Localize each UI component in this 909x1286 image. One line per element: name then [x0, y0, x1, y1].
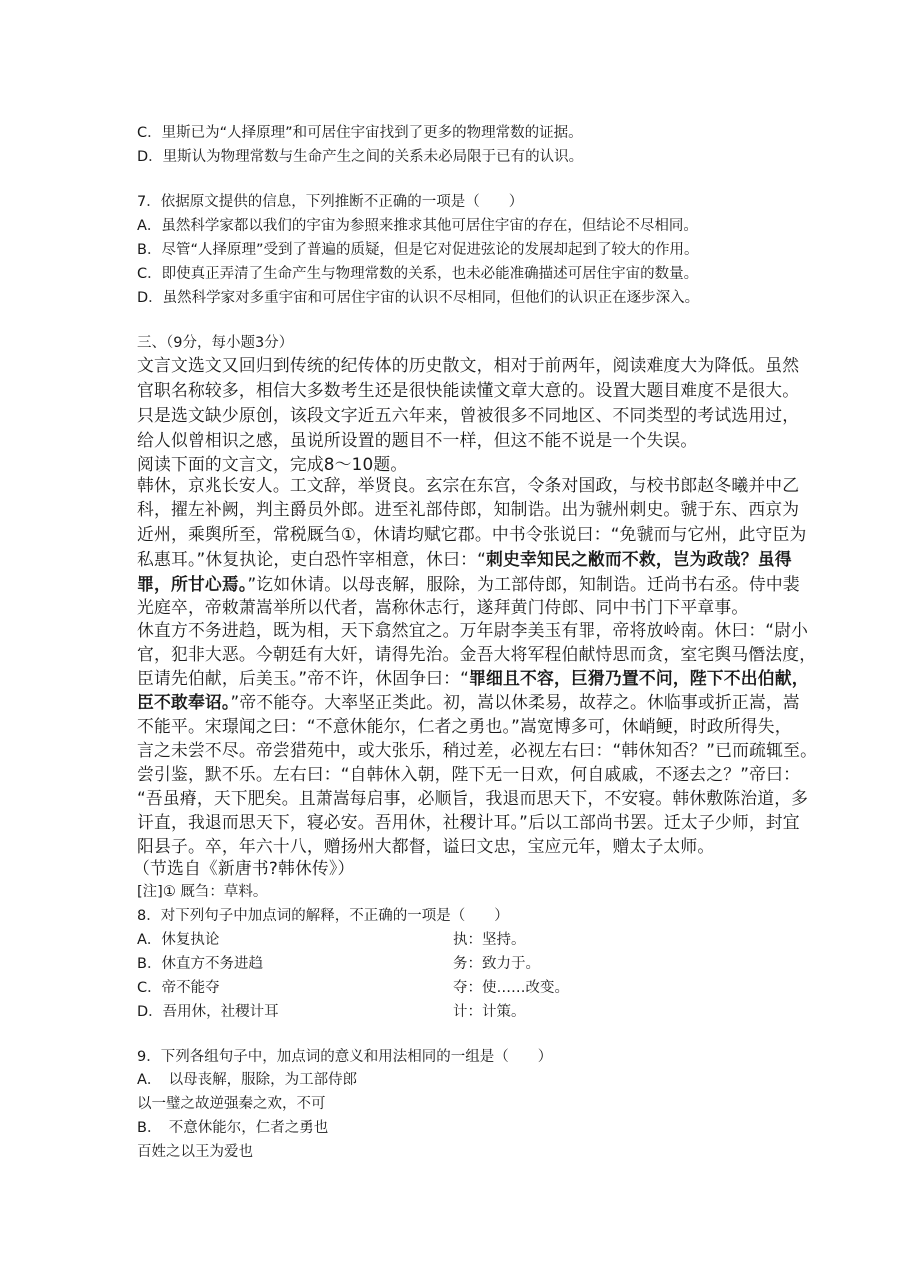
q8-option-gloss: 夺：使……改变。	[453, 980, 569, 996]
q8-option-gloss: 务：致力于。	[453, 956, 540, 972]
q8-option-a	[137, 928, 526, 949]
passage-line: 阳县子。卒，年六十八，赠扬州大都督，谥曰文忠，宝应元年，赠太子太师。	[137, 836, 715, 856]
q9-option-b-line1: B． 不意休能尔，仁者之勇也	[137, 1120, 329, 1136]
q8-stem: 8．对下列句子中加点词的解释，不正确的一项是（ ）	[137, 908, 509, 924]
passage-line: 光庭卒，帝敕萧嵩举所以代者，嵩称休志行，遂拜黄门侍郎、同中书门下平章事。	[137, 597, 749, 617]
reading-instruction: 阅读下面的文言文，完成8～10题。	[137, 454, 408, 474]
q8-option-sentence: A．休复执论	[137, 932, 220, 948]
q9-option-b-line2: 百姓之以王为爱也	[137, 1144, 253, 1160]
intro-line: 给人似曾相识之感，虽说所设置的题目不一样，但这不能不说是一个失误。	[137, 430, 698, 450]
q8-option-gloss: 执：坚持。	[453, 932, 526, 948]
q7-option-b: B．尽管“人择原理”受到了普遍的质疑，但是它对促进弦论的发展却起到了较大的作用。	[137, 242, 699, 258]
passage-line: 近州，乘舆所至，常税厩刍①，休请均赋它郡。中书令张说曰：“免虢而与它州，此守臣为	[137, 524, 807, 544]
passage-bold-text: 刺史幸知民之敝而不救，岂为政哉？虽得	[486, 549, 792, 569]
q9-option-a-line2: 以一璧之故逆强秦之欢，不可	[137, 1096, 326, 1112]
q8-option-sentence: B．休直方不务进趋	[137, 956, 263, 972]
passage-bold-text: 罪，所甘心焉。	[137, 574, 248, 594]
passage-line: 官，犯非大恶。今朝廷有大奸，请得先治。金吾大将军程伯献恃思而贪，室宅舆马僭法度，	[137, 644, 817, 664]
passage-text: ”讫如休请。以母丧解，服除，为工部侍郎，知制诰。迁尚书右丞。侍中裴	[247, 574, 800, 594]
passage-text: ”帝不能夺。大率坚正类此。初，嵩以休柔易，故荐之。休临事或折正嵩，嵩	[230, 692, 800, 712]
passage-line: 讦直，我退而思天下，寝必安。吾用休，社稷计耳。”后以工部尚书罢。迁太子少师，封宜	[137, 812, 800, 832]
passage-line	[137, 546, 792, 570]
intro-line: 只是选文缺少原创，该段文字近五六年来，曾被很多不同地区、不同类型的考试选用过，	[137, 405, 800, 425]
passage-bold-text: 罪细且不容，巨猾乃置不问，陛下不出伯献，	[469, 668, 809, 688]
passage-line: 言之未尝不尽。帝尝猎苑中，或大张乐，稍过差，必视左右曰：“韩休知否？”已而疏辄至。	[137, 740, 818, 760]
q9-stem: 9．下列各组句子中，加点词的意义和用法相同的一组是（ ）	[137, 1049, 553, 1065]
q7-option-d: D．虽然科学家对多重宇宙和可居住宇宙的认识不尽相同，但他们的认识正在逐步深入。	[137, 290, 700, 306]
passage-line	[137, 665, 809, 689]
q8-option-b	[137, 952, 540, 973]
q7-option-a: A．虽然科学家都以我们的宇宙为参照来推求其他可居住宇宙的存在，但结论不尽相同。	[137, 218, 698, 234]
passage-line: “吾虽瘠，天下肥矣。且萧嵩每启事，必顺旨，我退而思天下，不安寝。韩休敷陈治道，多	[137, 788, 809, 808]
section3-heading: 三、（9分，每小题3分）	[137, 335, 294, 351]
q8-option-sentence: C．帝不能夺	[137, 980, 220, 996]
q9-option-a-line1: A． 以母丧解，服除，为工部侍郎	[137, 1072, 358, 1088]
q8-option-d	[137, 1000, 526, 1021]
q8-option-gloss: 计：计策。	[453, 1004, 526, 1020]
q6-option-c: C．里斯已为“人择原理”和可居住宇宙找到了更多的物理常数的证据。	[137, 125, 583, 141]
passage-text: 私惠耳。”休复执论，吏白恐忤宰相意，休曰：“	[137, 549, 487, 569]
q7-option-c: C．即使真正弄清了生命产生与物理常数的关系，也未必能准确描述可居住宇宙的数量。	[137, 266, 699, 282]
passage-line: 韩休，京兆长安人。工文辞，举贤良。玄宗在东宫，令条对国政，与校书郎赵冬曦并中乙	[137, 475, 800, 495]
passage-line	[137, 571, 800, 595]
passage-text: 臣请先伯献，后美玉。”帝不许，休固争曰：“	[137, 668, 470, 688]
q7-stem: 7．依据原文提供的信息，下列推断不正确的一项是（ ）	[137, 194, 524, 210]
intro-line: 官职名称较多，相信大多数考生还是很快能读懂文章大意的。设置大题目难度不是很大。	[137, 380, 800, 400]
passage-bold-text: 臣不敢奉诏。	[137, 692, 231, 712]
passage-line: 科，擢左补阙，判主爵员外郎。进至礼部侍郎，知制诰。出为虢州刺史。虢于东、西京为	[137, 499, 800, 519]
q6-option-d: D．里斯认为物理常数与生命产生之间的关系未必局限于已有的认识。	[137, 149, 584, 165]
passage-line: 不能平。宋璟闻之曰：“不意休能尔，仁者之勇也。”嵩宽博多可，休峭鲠，时政所得失，	[137, 716, 792, 736]
passage-line: 尝引鉴，默不乐。左右曰：“自韩休入朝，陛下无一日欢，何自戚戚，不逐去之？”帝曰：	[137, 764, 801, 784]
q8-option-sentence: D．吾用休，社稷计耳	[137, 1004, 279, 1020]
passage-note: [注]① 厩刍：草料。	[137, 884, 268, 900]
passage-source: （节选自《新唐书?韩休传》）	[133, 858, 355, 878]
intro-line: 文言文选文又回归到传统的纪传体的历史散文，相对于前两年，阅读难度大为降低。虽然	[137, 355, 800, 375]
passage-line	[137, 689, 800, 713]
q8-option-c	[137, 976, 569, 997]
passage-line: 休直方不务进趋，既为相，天下翕然宜之。万年尉李美玉有罪，帝将放岭南。休曰：“尉小	[137, 620, 809, 640]
